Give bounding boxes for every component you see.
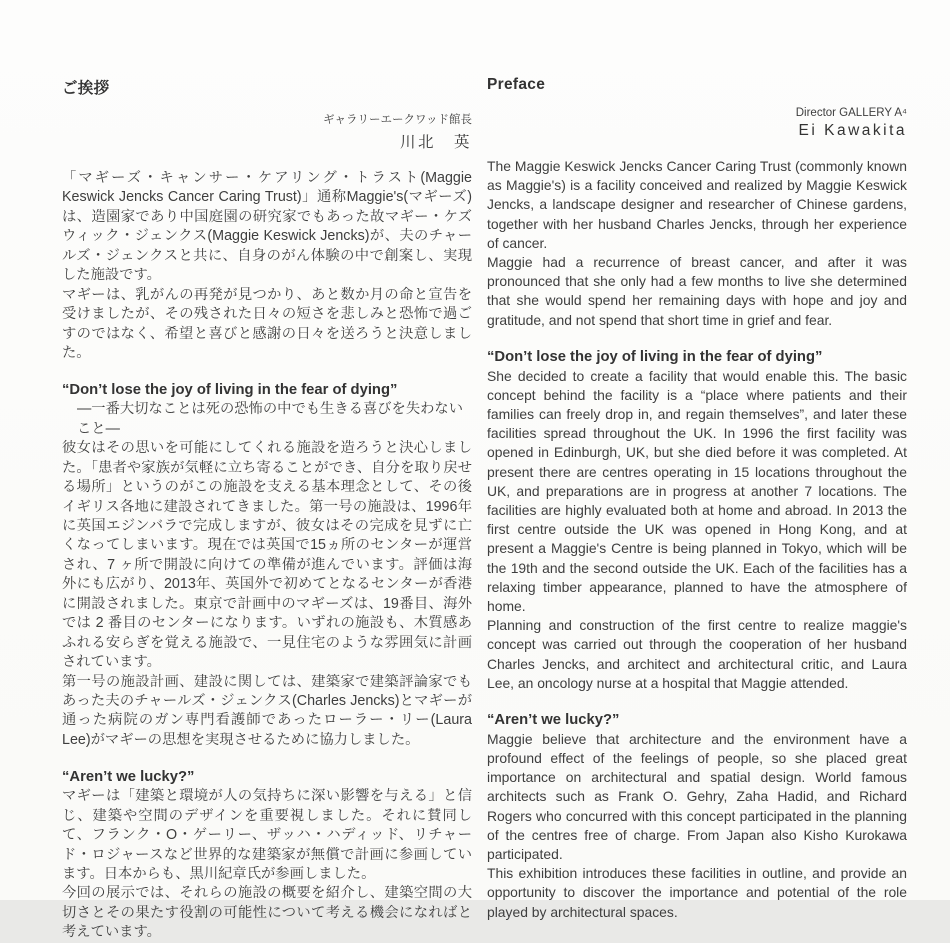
- english-byline-title: Director GALLERY A⁴: [795, 107, 907, 119]
- japanese-byline-title: ギャラリーエークワッド館長: [323, 114, 472, 126]
- japanese-heading: ご挨拶: [62, 80, 110, 97]
- japanese-section1-paragraph: 彼女はその思いを可能にしてくれる施設を造ろうと決心しました。「患者や家族が気軽に立ち寄ることができ、自分を取り戻せる場所」というのがこの施設を支える基本理念として、その後イギリス各地に建設されてきました。第一号の施設は、1996年に英国エジンバラで完成しますが、彼女はその完成を見ずに亡くなってしまいます。現在では英国で15ヵ所のセンターが運営され、7 ヶ所で開設に向けての準備が進んでいます。評価は海外にも広がり、2013年、英国外で初めてとなるセンターが香港に開設されました。東京で計画中のマギーズは、19番目、海外では 2 番目のセンターになります。いずれの施設も、木質感あふれる安らぎを覚える施設で、一見住宅のような雰囲気に計画されています。: [62, 440, 472, 671]
- japanese-section1-heading: “Don’t lose the joy of living in the fear of dying”: [62, 382, 398, 399]
- english-intro-paragraph: The Maggie Keswick Jencks Cancer Caring Trust (commonly known as Maggie's) is a facility conceived and realized by Maggie Keswick Jencks, a landscape designer and researcher of Chinese gardens, together with her husband Charles Jencks, through her experience of cancer.: [487, 158, 907, 251]
- japanese-byline-name: 川北 英: [399, 134, 472, 151]
- english-section1-heading: “Don’t lose the joy of living in the fear of dying”: [487, 348, 823, 365]
- japanese-column: [62, 76, 472, 943]
- english-section2-heading: “Aren’t we lucky?”: [487, 711, 620, 728]
- japanese-section2-heading: “Aren’t we lucky?”: [62, 769, 195, 786]
- english-column: [487, 76, 907, 922]
- english-byline: [487, 107, 907, 140]
- english-heading: Preface: [487, 76, 546, 93]
- english-section2-paragraph: Maggie believe that architecture and the environment have a profound effect of the feelings of people, so she placed great importance on architectural and spatial design. World famous architects such as Frank O. Gehry, Zaha Hadid, and Richard Rogers who concurred with this concept participated in the planning of the centres free of charge. From Japan also Kisho Kurokawa participated.: [487, 730, 907, 862]
- english-intro-paragraph: Maggie had a recurrence of breast cancer, and after it was pronounced that she only had a few months to live she determined that she would spend her remaining days with hope and joy and gratitude, and not spend that short time in grief and fear.: [487, 253, 907, 328]
- english-section1-paragraph: She decided to create a facility that would enable this. The basic concept behind the facility is a “place where patients and their families can freely drop in, and regain themselves”, and later these facilities spread throughout the UK. In 1996 the first facility was opened in Edinburgh, UK, but she died before it was completed. At present there are centres operating in 15 locations throughout the UK, and preparations are in progress at another 7 locations. The facilities are highly evaluated both at home and abroad. In 2013 the first centre outside the UK was opened in Hong Kong, and at present a Maggie's Centre is being planned in Tokyo, which will be the 19th and the second outside the UK. Each of the facilities has a relaxing timber appearance, planned to have the atmosphere of home.: [487, 367, 907, 614]
- english-section2-paragraph: This exhibition introduces these facilities in outline, and provide an opportunity to discover the importance and potential of the role played by architectural spaces.: [487, 865, 907, 920]
- english-byline-name: Ei Kawakita: [798, 122, 907, 139]
- japanese-intro-paragraph: マギーは、乳がんの再発が見つかり、あと数か月の命と宣告を受けましたが、その残された日々の短さを悲しみと恐怖で過ごすのではなく、希望と喜びと感謝の日々を送ろうと決意しました。: [62, 286, 472, 361]
- japanese-section2-paragraph: マギーは「建築と環境が人の気持ちに深い影響を与える」と信じ、建築や空間のデザインを重要視しました。それに賛同して、フランク・O・ゲーリー、ザッハ・ハディッド、リチャード・ロジャースなど世界的な建築家が無償で計画に参画しています。日本からも、黒川紀章氏が参画しました。: [62, 788, 472, 882]
- japanese-byline: [62, 111, 472, 152]
- japanese-section1-subheading: ―一番大切なことは死の恐怖の中でも生きる喜びを失わないこと―: [77, 401, 464, 437]
- english-section1-paragraph: Planning and construction of the first centre to realize maggie's concept was carried out through the cooperation of her husband Charles Jencks, and architect and architectural critic, and Laura Lee, an oncology nurse at a hospital that Maggie attended.: [487, 617, 907, 691]
- japanese-section2-paragraph: 今回の展示では、それらの施設の概要を紹介し、建築空間の大切さとその果たす役割の可能性について考える機会になればと考えています。: [62, 885, 472, 941]
- japanese-section1-paragraph: 第一号の施設計画、建設に関しては、建築家で建築評論家でもあった夫のチャールズ・ジェンクス(Charles Jencks)とマギーが通った病院のガン専門看護師であったローラー・リー(Laura Lee)がマギーの思想を実現させるために協力しました。: [62, 673, 472, 748]
- japanese-intro-paragraph: 「マギーズ・キャンサー・ケアリング・トラスト(Maggie Keswick Jencks Cancer Caring Trust)」通称Maggie's(マギーズ)は、造園家であり中国庭園の研究家でもあった故マギー・ケズウィック・ジェンクス(Maggie Keswick Jencks)が、夫のチャールズ・ジェンクスと共に、自身のがん体験の中で創案し、実現した施設です。: [62, 170, 472, 284]
